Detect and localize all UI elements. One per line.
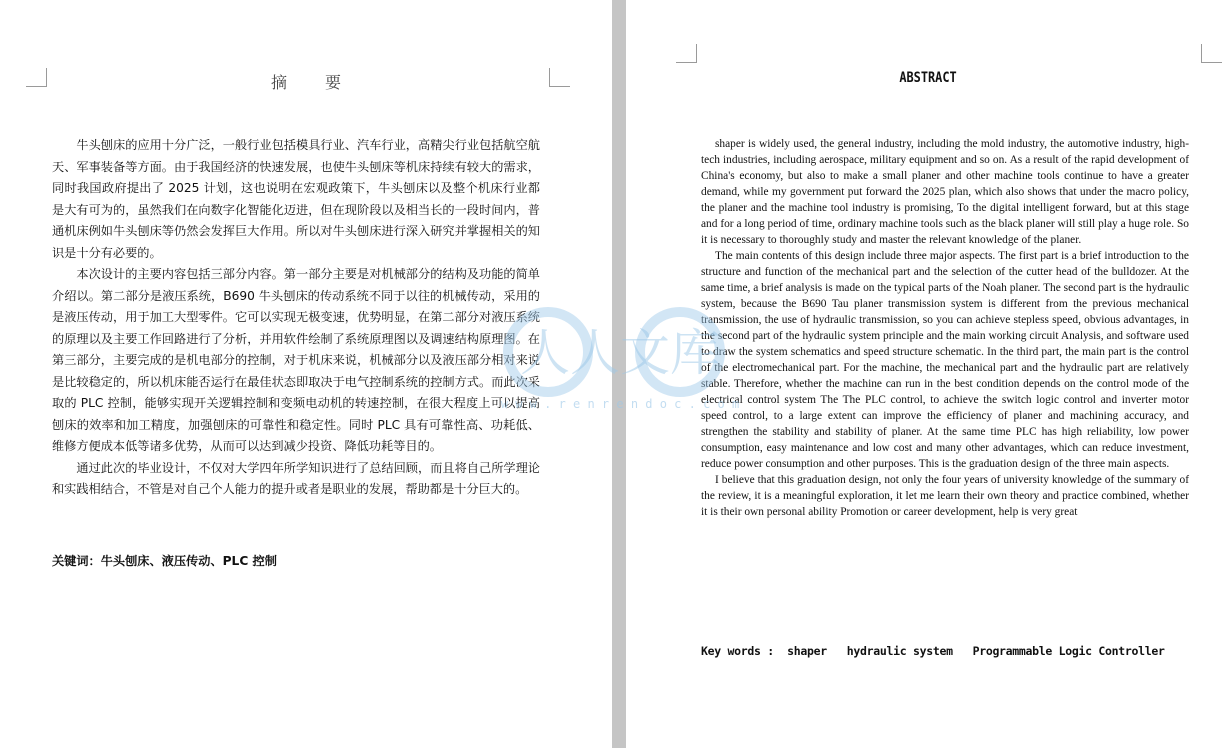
keywords-en: Key words : shaper hydraulic system Programmable Logic Controller	[701, 644, 1165, 658]
paragraph: I believe that this graduation design, not only the four years of university knowledge of the summary of the review, it is a meaningful exploration, it let me learn their own theory and practice combined, whether it is their own personal ability Promotion or career development, help is very great	[701, 474, 1189, 518]
paragraph: 本次设计的主要内容包括三部分内容。第一部分主要是对机械部分的结构及功能的简单介绍以。第二部分是液压系统，B690 牛头刨床的传动系统不同于以往的机械传动，采用的是液压传动，用于加工大型零件。它可以实现无极变速，优势明显，在第二部分对液压系统的原理以及主要工作回路进行了分析，并用软件绘制了系统原理图以及调速结构原理图。在第三部分，主要完成的是机电部分的控制，对于机床来说，机械部分以及液压部分相对来说是比较稳定的，所以机床能否运行在最佳状态即取决于电气控制系统的控制方式。而此次采取的 PLC 控制，能够实现开关逻辑控制和变频电动机的转速控制，在很大程度上可以提高刨床的效率和加工精度，加强刨床的可靠性和稳定性。同时 PLC 具有可靠性高、功耗低、维修方便成本低等诸多优势，从而可以达到减少投资、降低功耗等目的。	[52, 267, 540, 453]
page-right	[626, 0, 1230, 748]
abstract-title-cn: 摘要	[270, 73, 379, 92]
abstract-title-en: ABSTRACT	[899, 70, 957, 86]
abstract-body-cn	[52, 135, 540, 501]
page-gutter	[612, 0, 626, 748]
watermark-url: w w w . r e n r e n d o c . c o m	[500, 397, 740, 411]
page-left	[0, 0, 612, 748]
keywords-cn: 关键词：牛头刨床、液压传动、PLC 控制	[52, 554, 277, 568]
paragraph: 通过此次的毕业设计，不仅对大学四年所学知识进行了总结回顾，而且将自己所学理论和实践相结合，不管是对自己个人能力的提升或者是职业的发展，帮助都是十分巨大的。	[52, 460, 540, 496]
crop-mark	[1201, 44, 1222, 63]
paragraph: The main contents of this design include three major aspects. The first part is a brief introduction to the structure and function of the mechanical part and the selection of the cutter head of the bulldozer. At the same time, a brief analysis is made on the typical parts of the Noah planer. The second part is the hydraulic system, because the B690 Tau planer transmission system is different from the previous mechanical transmission, the use of hydraulic transmission, so you can achieve stepless speed, obvious advantages, in the second part of the hydraulic system principle and the main working circuit Analysis, and software used to draw the system schematics and speed structure schematic. In the third part, the main part is the control of the electromechanical part. For the machine, the mechanical part and the hydraulic part are relatively stable. Therefore, whether the machine can run in the best condition depends on the control mode of the electrical control system The The PLC control, to achieve the switch logic control and inverter motor speed control, to a large extent can improve the efficiency of planer and machining accuracy, and strengthen the stability and stability of planer. At the same time PLC has high reliability, low power consumption, easy maintenance and low cost and many other advantages, which can reduce investment, reduce power consumption and other purposes. This is the graduation design of the three main aspects.	[701, 250, 1189, 470]
watermark-text: 人人文库	[520, 324, 720, 382]
paragraph: shaper is widely used, the general industry, including the mold industry, the automotive industry, high-tech industries, including aerospace, military equipment and so on. As a result of the rapid development of China's economy, but also to make a small planer and other machine tools continue to have a greater demand, while my government put forward the 2025 plan, which also shows that under the macro policy, the planer and the machine tool industry is promising, To the digital intelligent forward, but at this stage and for a long period of time, ordinary machine tools such as the black planer will still play a huge role. So it is necessary to thoroughly study and master the relevant knowledge of the planer.	[701, 138, 1189, 246]
crop-mark	[676, 44, 697, 63]
abstract-body-en	[701, 136, 1189, 520]
paragraph: 牛头刨床的应用十分广泛，一般行业包括模具行业、汽车行业，高精尖行业包括航空航天、军事装备等方面。由于我国经济的快速发展，也使牛头刨床等机床持续有较大的需求，同时我国政府提出了 2025 计划，这也说明在宏观政策下，牛头刨床以及整个机床行业都是大有可为的，虽然我们在向数字化智能化迈进，但在现阶段以及相当长的一段时间内，普通机床例如牛头刨床等仍然会发挥巨大作用。所以对牛头刨床进行深入研究并掌握相关的知识是十分有必要的。	[52, 138, 540, 260]
